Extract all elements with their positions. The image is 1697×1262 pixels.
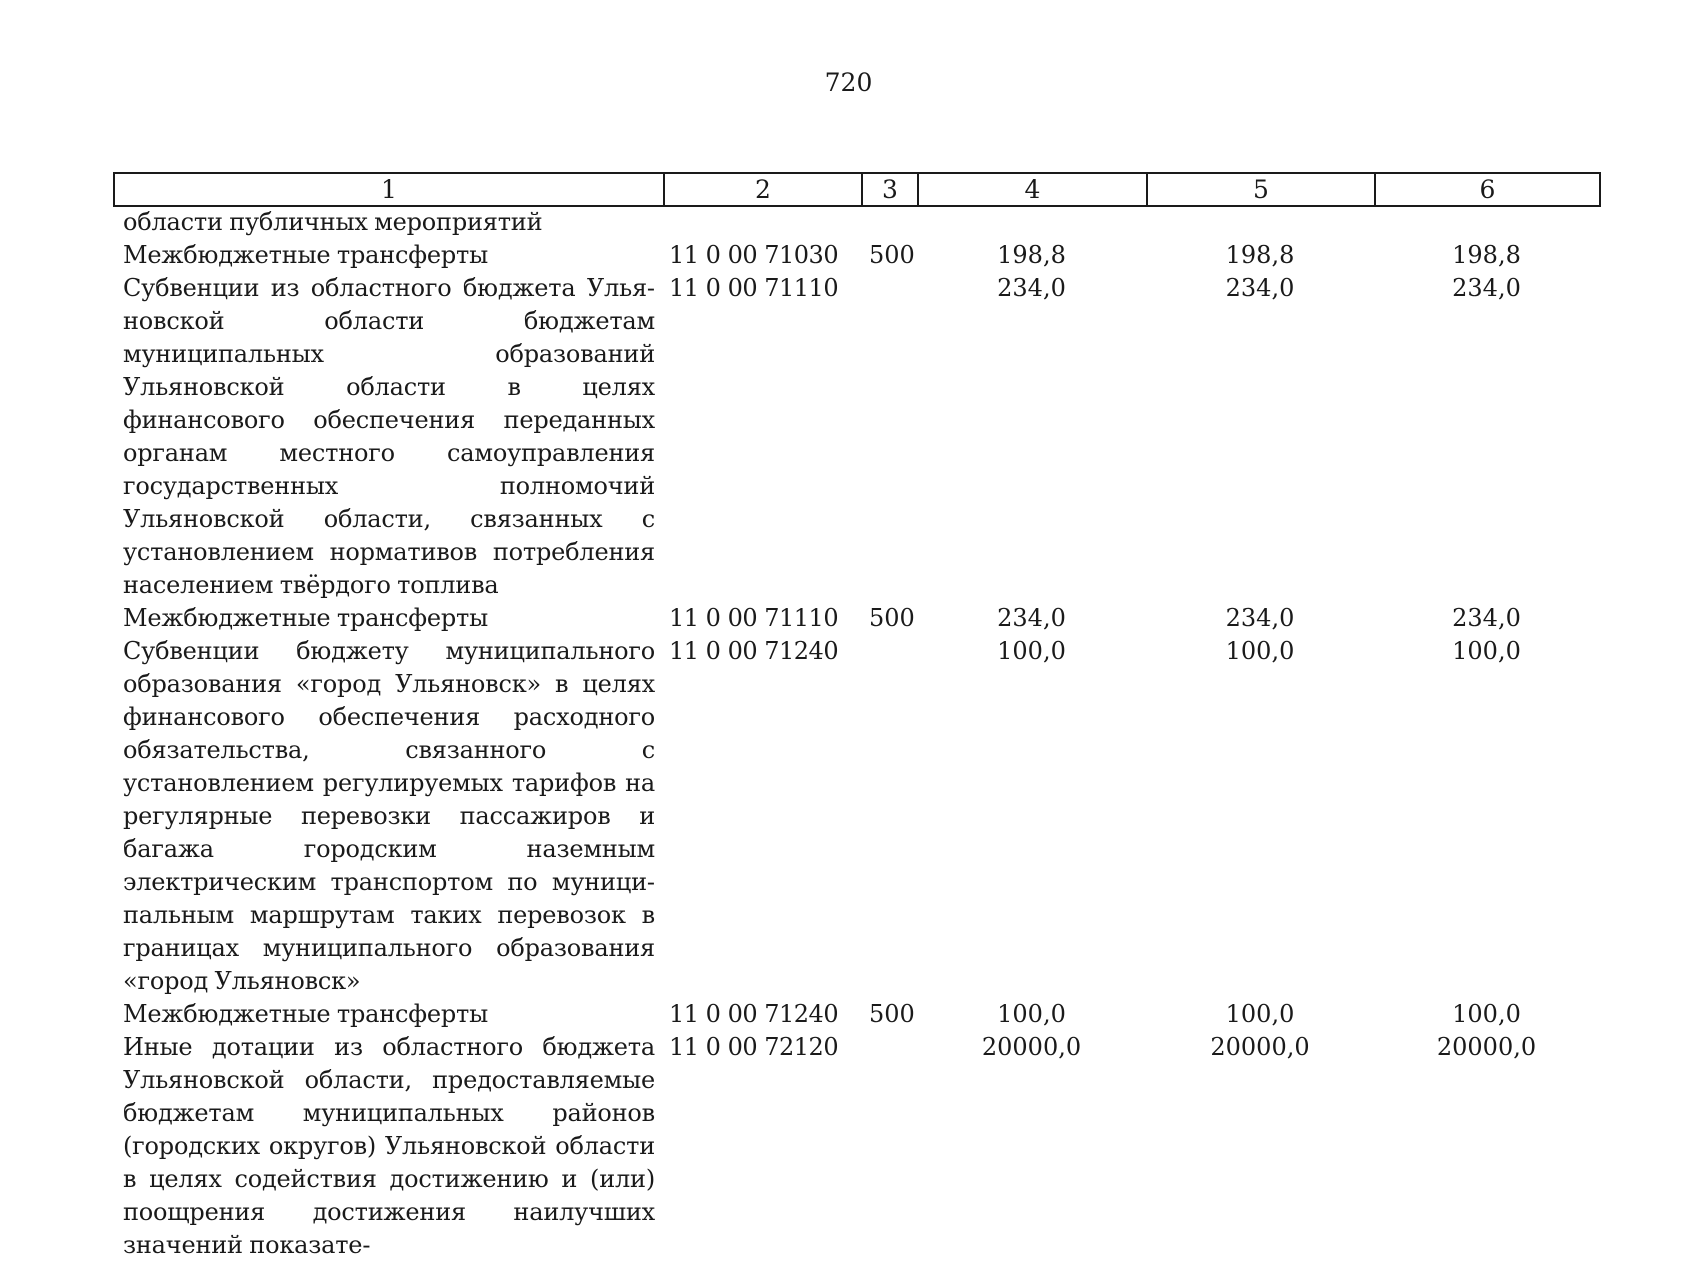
row-value-col4: 100,0 bbox=[997, 1000, 1066, 1028]
row-value-col4: 198,8 bbox=[997, 241, 1066, 269]
column-number: 2 bbox=[664, 173, 862, 206]
row-value-col6: 100,0 bbox=[1452, 637, 1521, 665]
column-number: 4 bbox=[918, 173, 1147, 206]
row-value-col4 bbox=[917, 206, 1146, 239]
row-value-col6: 234,0 bbox=[1452, 274, 1521, 302]
table-row bbox=[113, 272, 1599, 602]
row-description: области публичных мероприятий bbox=[123, 208, 543, 236]
row-description: Иные дотации из областного бюджета Ульяновской области, предоставляемые бюджетам муниципальных районов (городских округов) Ульяновской области в целях содействия достижению и (или) поощрения достижения наилучших значений показате- bbox=[123, 1033, 655, 1259]
column-number: 3 bbox=[862, 173, 918, 206]
row-expense-type bbox=[861, 1031, 917, 1262]
table-row bbox=[113, 602, 1599, 635]
row-value-col6: 198,8 bbox=[1452, 241, 1521, 269]
row-target-code: 11 0 00 71240 bbox=[669, 637, 839, 665]
row-target-code: 11 0 00 71030 bbox=[669, 241, 839, 269]
row-expense-type: 500 bbox=[869, 604, 915, 632]
table-row bbox=[113, 1031, 1599, 1262]
row-value-col5: 198,8 bbox=[1225, 241, 1295, 269]
row-expense-type bbox=[861, 206, 917, 239]
table-row bbox=[113, 206, 1599, 239]
row-value-col6: 234,0 bbox=[1452, 604, 1521, 632]
row-description: Межбюджетные трансферты bbox=[123, 241, 488, 269]
row-value-col5: 234,0 bbox=[1225, 604, 1295, 632]
row-description: Межбюджетные трансферты bbox=[123, 604, 488, 632]
row-value-col5: 100,0 bbox=[1225, 637, 1295, 665]
row-target-code: 11 0 00 71110 bbox=[669, 274, 839, 302]
column-number-row bbox=[114, 173, 1600, 206]
row-value-col5: 20000,0 bbox=[1210, 1033, 1310, 1061]
row-target-code: 11 0 00 71240 bbox=[669, 1000, 839, 1028]
row-value-col6 bbox=[1374, 206, 1599, 239]
row-expense-type bbox=[861, 272, 917, 602]
row-description: Субвенции из областного бюджета Ульяновской области бюджетам муниципальных образований Ульяновской области в целях финансового обеспечения переданных органам местного самоуправления государственных полномочий Ульяновской области, связанных с установлением нормативов потребления населением твёрдого топлива bbox=[123, 274, 655, 599]
row-target-code: 11 0 00 71110 bbox=[669, 604, 839, 632]
column-number: 5 bbox=[1147, 173, 1375, 206]
column-number: 6 bbox=[1375, 173, 1600, 206]
budget-table bbox=[113, 206, 1599, 1262]
row-value-col4: 234,0 bbox=[997, 274, 1066, 302]
row-value-col6: 100,0 bbox=[1452, 1000, 1521, 1028]
table-row bbox=[113, 239, 1599, 272]
row-value-col4: 20000,0 bbox=[981, 1033, 1082, 1061]
row-value-col5: 234,0 bbox=[1225, 274, 1295, 302]
row-target-code: 11 0 00 72120 bbox=[669, 1033, 839, 1061]
column-number: 1 bbox=[114, 173, 664, 206]
table-row bbox=[113, 998, 1599, 1031]
page-number: 720 bbox=[824, 68, 873, 97]
row-value-col4: 100,0 bbox=[997, 637, 1066, 665]
row-expense-type bbox=[861, 635, 917, 998]
row-description: Субвенции бюджету муниципального образования «город Ульяновск» в целях финансового обеспечения расходного обязательства, связанного с установлением регулируемых тарифов на регулярные перевозки пассажиров и багажа городским наземным электрическим транспортом по муниципальным маршрутам таких перевозок в границах муниципального образования «город Ульяновск» bbox=[123, 637, 655, 995]
row-expense-type: 500 bbox=[869, 1000, 915, 1028]
row-expense-type: 500 bbox=[869, 241, 915, 269]
row-value-col6: 20000,0 bbox=[1436, 1033, 1537, 1061]
table-header bbox=[113, 172, 1601, 207]
row-value-col4: 234,0 bbox=[997, 604, 1066, 632]
row-target-code bbox=[663, 206, 861, 239]
row-description: Межбюджетные трансферты bbox=[123, 1000, 488, 1028]
table-row bbox=[113, 635, 1599, 998]
row-value-col5 bbox=[1146, 206, 1374, 239]
row-value-col5: 100,0 bbox=[1225, 1000, 1295, 1028]
